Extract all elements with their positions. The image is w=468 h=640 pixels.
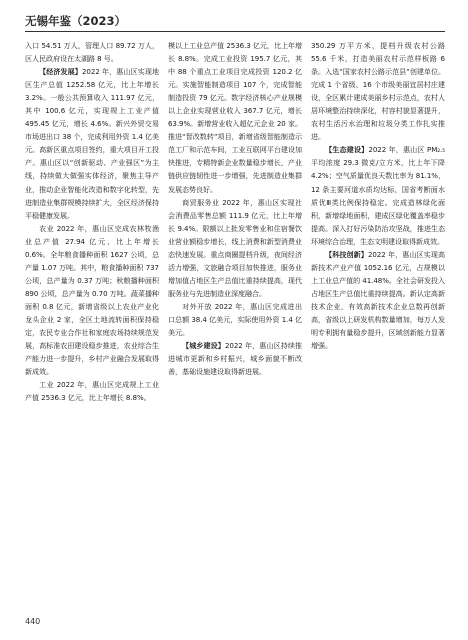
paragraph-text: 2022 年，惠山区持续推进城市更新和乡村振兴，城乡面貌不断改善，基础设施建设取得新进展。 [168,341,302,377]
paragraph [311,143,445,247]
column-middle [168,39,302,609]
section-heading: 【科技创新】 [325,249,368,259]
paragraph [168,39,302,196]
paragraph-text: 2022 年，惠山区实现高新技术产业产值 1052.16 亿元，占规模以上工业总产值的 41.48%。全社会研发投入占地区生产总值比重持续提高。新认定高新技术企业，有效高新技术企业总数再创新高，省级以上研发机构数量增加，每万人发明专利拥有量稳步提升，区域创新能力显著增强。 [311,249,445,351]
paragraph-text: 对外开放 2022 年，惠山区完成进出口总额 38.4 亿美元，实际使用外资 1.4 亿美元。 [168,301,302,338]
paragraph [168,300,302,339]
paragraph [311,248,445,352]
running-header: 无锡年鉴（2023） [25,14,127,28]
paragraph-text: 入口 54.51 万人，管理人口 89.72 万人，区人民政府设在太湖路 8 号。 [25,41,159,64]
paragraph [25,65,159,222]
header-divider [25,31,445,32]
article-body [25,39,445,609]
paragraph-text: 2022 年，惠山区实现地区生产总值 1252.58 亿元，比上年增长 3.2%。一般公共预算收入 111.97 亿元，其中 100.6 亿元，实现规上工业产值 495.45 亿元，增长 4.6%。新兴外贸交易市场进出口 38 个，完成利用外资 1.4 亿美元。高新区重点项目签约，重大项目开工投产。惠山区以“创新驱动、产业强区”为主线，持续做大做强实体经济，聚焦主导产业，推动企业智能化改造和数字化转型，先进制造业集群规模持续扩大，全区经济保持平稳健康发展。 [25,67,159,220]
paragraph-text: 商贸服务业 2022 年，惠山区实现社会消费品零售总额 111.9 亿元，比上年增长 9.4%。限额以上批发零售业和住宿餐饮业营业额稳步增长，线上消费和新型消费业态快速发展。重点商圈提档升级，夜间经济活力增强，文旅融合项目加快推进，服务业增加值占地区生产总值比重持续提高，现代服务业与先进制造业深度融合。 [168,197,302,298]
paragraph [25,222,159,379]
section-heading: 【城乡建设】 [182,341,225,351]
paragraph-text: 工业 2022 年，惠山区完成规上工业产值 2536.3 亿元，比上年增长 8.8%。 [25,380,159,403]
paragraph [25,39,159,65]
paragraph-text: 农业 2022 年，惠山区完成农林牧渔业总产值 27.94 亿元，比上年增长 0.6%。全年粮食播种面积 1627 公顷，总产量 1.07 万吨。其中，粮食播种面积 737 公顷，总产量为 0.37 万吨；秋粮播种面积 890 公顷，总产量为 0.70 万吨。蔬菜播种面积 0.8 亿元，新增省级以上农业产业化龙头企业 2 家，全区土地流转面积保持稳定，农民专业合作社和家庭农场持续规范发展，高标准农田建设稳步推进，农业综合生产能力进一步提升，乡村产业融合发展取得新成效。 [25,223,159,377]
column-right [311,39,445,609]
paragraph [25,378,159,404]
paragraph-text: 350.29 万平方米，提档升级农村公路 55.6 千米，打造美丽农村示范样板路 6 条。入选“国家农村公路示范县”创建单位。完成 1 个省级、16 个市级美丽宜居村庄建设，全区累计建成美丽乡村示范点，农村人居环境整治持续深化，村容村貌显著提升，农村生活污水治理和垃圾分类工作扎实推进。 [311,41,445,142]
paragraph [168,339,302,378]
column-left [25,39,159,609]
section-heading: 【经济发展】 [39,67,82,77]
paragraph-text: 2022 年，惠山区 PM₂.₅ 平均浓度 29.3 微克/立方米，比上年下降 4.2%；空气质量优良天数比率为 81.1%，12 条主要河道水质均达标，国省考断面水质优Ⅲ类比例保持稳定。完成造林绿化面积，新增绿地面积，建成区绿化覆盖率稳步提高。深入打好污染防治攻坚战，推进生态环境综合治理，生态文明建设取得新成效。 [311,145,445,246]
paragraph-text: 模以上工业总产值 2536.3 亿元，比上年增长 8.8%。完成工业投资 195.7 亿元，其中 88 个重点工业项目完成投资 120.2 亿元。实施智能制造项目 107 个，完成智能制造投资 79 亿元。数字经济核心产业规模以上企业实现营业收入 367.7 亿元，增长 63.9%。新增营业收入超亿元企业 20 家。推进“智改数转”项目，新增省级智能制造示范工厂和示范车间，工业互联网平台建设加快推进，专精特新企业数量稳步增长，产业链供应链韧性进一步增强，先进制造业集群发展态势良好。 [168,41,302,194]
paragraph [168,196,302,300]
section-heading: 【生态建设】 [325,145,369,155]
paragraph [311,39,445,143]
page-number: 440 [25,617,41,626]
